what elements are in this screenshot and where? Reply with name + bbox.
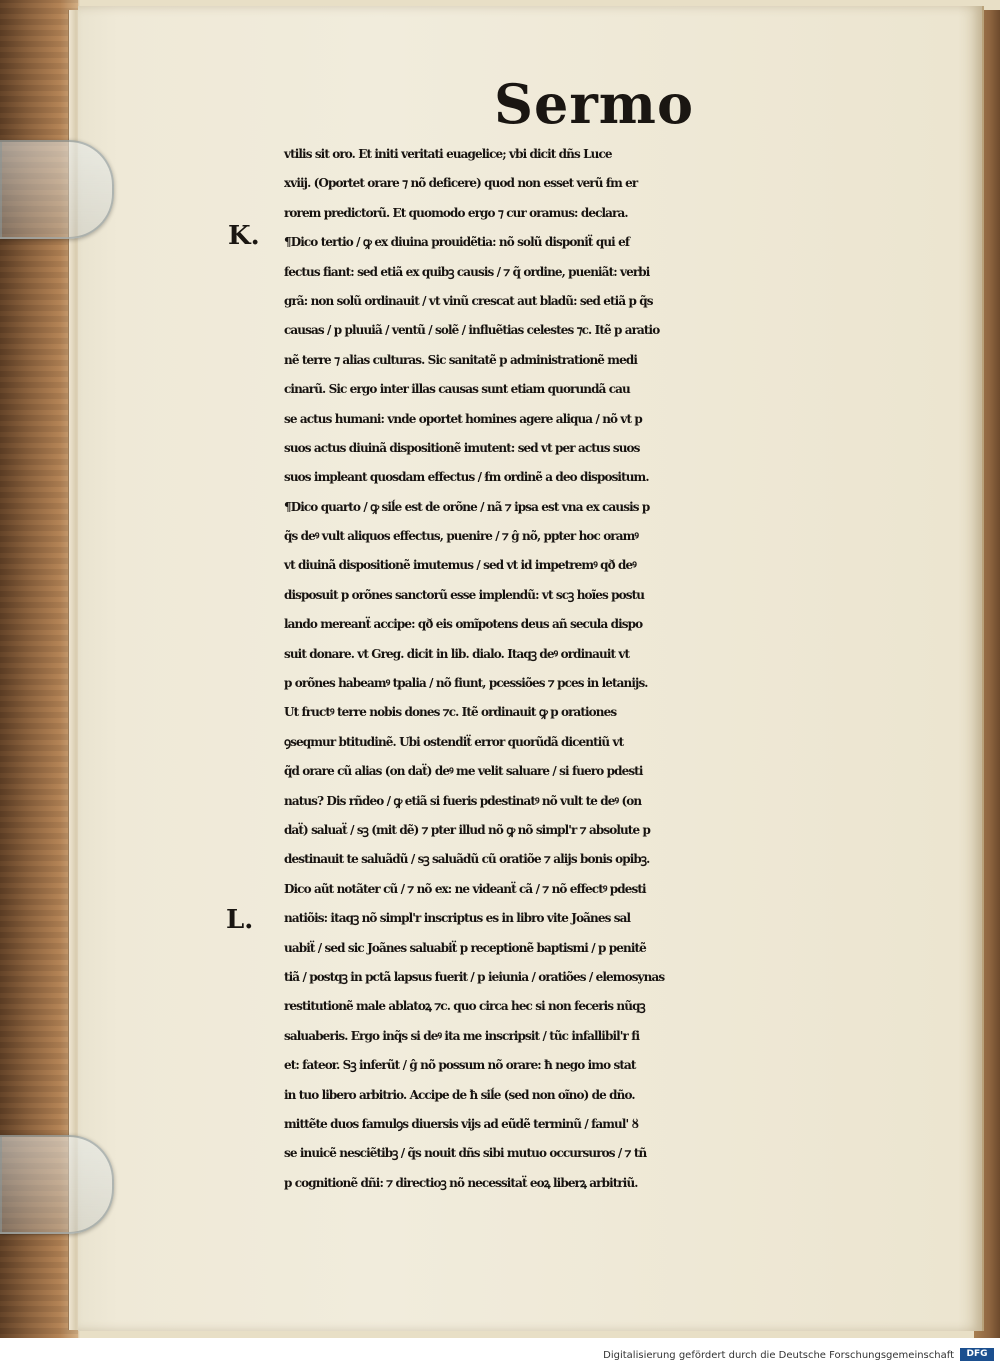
text-line: vt diuinã dispositionẽ imutemus / sed vt id impetremꝰ qð deꝰ [284, 558, 636, 573]
text-line: vtilis sit oro. Et initi veritati euagelice; vbi dicit dñs Luce [284, 147, 612, 161]
bleed-through [700, 78, 715, 129]
text-line: fectus fiant: sed etiã ex quibꝫ causis / ⁊ q̃ ordine, pueniãt: verbi [284, 264, 650, 279]
text-line: q̃d orare cũ alias (on daẗ) deꝰ me velit saluare / si fuero pdesti [284, 764, 643, 779]
text-line: Dico aũt notãter cũ / ⁊ nõ ex: ne videanẗ cã / ⁊ nõ effectꝰ pdesti [284, 881, 646, 896]
text-line: grã: non solũ ordinauit / vt vinũ crescat aut bladũ: sed etiã p q̃s [284, 293, 653, 308]
text-line: nẽ terre ⁊ alias culturas. Sic sanitatẽ p administrationẽ medi [284, 352, 637, 367]
text-line: daẗ) saluaẗ / sꝫ (mit dẽ) ⁊ pter illud nõ ꝙ nõ simpl'r ⁊ absolute p [284, 822, 650, 837]
footer-bar [0, 1338, 1000, 1367]
text-line: in tuo libero arbitrio. Accipe de ħ siĺe (sed non oĩno) de dño. [284, 1087, 635, 1102]
text-line: mittẽte duos famulꝯs diuersis vijs ad eũdẽ terminũ / famul' ȣ [284, 1116, 639, 1131]
text-line: natiõis: itaqꝫ nõ simpl'r inscriptus es in libro vite Joãnes sal [284, 911, 631, 926]
text-line: restitutionẽ male ablatoꝝ ⁊c. quo circa hec si non feceris nũqꝫ [284, 999, 645, 1014]
footer-credit: Digitalisierung gefördert durch die Deutsche Forschungsgemeinschaft [603, 1350, 954, 1361]
text-line: ¶Dico tertio / ꝙ ex diuina prouidẽtia: nõ solũ disponiẗ qui ef [284, 235, 630, 250]
text-line: q̃s deꝰ vult aliquos effectus, puenire / ⁊ ĝ nõ, ppter hoc oramꝰ [284, 529, 639, 544]
text-line: suit donare. vt Greg. dicit in lib. dialo. Itaqꝫ deꝰ ordinauit vt [284, 646, 630, 661]
page-clip-top [0, 140, 114, 239]
text-line: suos actus diuinã dispositionẽ imutent: sed vt per actus suos [284, 440, 640, 455]
text-line: xviij. (Oportet orare ⁊ nõ deficere) quod non esset verũ ẜm er [284, 176, 638, 191]
body-text [284, 140, 884, 1198]
text-line: causas / p pluuiã / ventũ / solẽ / influẽtias celestes ⁊c. Itẽ p aratio [284, 323, 660, 338]
text-line: ¶Dico quarto / ꝙ siĺe est de orõne / nã ⁊ ipsa est vna ex causis p [284, 499, 650, 514]
text-line: tiã / postqꝫ in pctã lapsus fuerit / p ieiunia / oratiões / elemosynas [284, 969, 665, 984]
page-clip-bottom [0, 1135, 114, 1234]
text-line: se inuicẽ nesciẽtibꝫ / q̃s nouit dñs sibi mutuo occursuros / ⁊ tñ [284, 1146, 647, 1161]
text-line: suos impleant quosdam effectus / ẜm ordinẽ a deo dispositum. [284, 470, 649, 485]
text-line: disposuit p orõnes sanctorũ esse implendũ: vt scꝫ hoĩes postu [284, 587, 645, 602]
text-line: p orõnes habeamꝰ tpalia / nõ fiunt, pcessiões ⁊ pces in letanijs. [284, 676, 648, 691]
text-line: ꝯseqmur btitudinẽ. Ubi ostendiẗ error quorũdã dicentiũ vt [284, 734, 624, 749]
text-line: rorem predictorũ. Et quomodo ergo ⁊ cur oramus: declara. [284, 205, 628, 220]
text-line: uabiẗ / sed sic Joãnes saluabiẗ p receptionẽ baptismi / p penitẽ [284, 940, 646, 955]
dfg-logo: DFG [960, 1348, 994, 1361]
text-line: p cognitionẽ dñi: ⁊ directioꝫ nõ necessitaẗ eoꝝ liberꝝ arbitriũ. [284, 1175, 638, 1190]
running-head: Sermo [494, 72, 694, 136]
text-line: natus? Dis rñdeo / ꝙ etiã si fueris pdestinatꝰ nõ vult te deꝰ (on [284, 793, 642, 808]
text-line: Ut fructꝰ terre nobis dones ⁊c. Itẽ ordinauit ꝙ p orationes [284, 705, 617, 720]
text-line: destinauit te saluãdũ / sꝫ saluãdũ cũ oratiõe ⁊ alijs bonis opibꝫ. [284, 852, 650, 867]
text-line: cinarũ. Sic ergo inter illas causas sunt etiam quorundã cau [284, 382, 630, 397]
margin-marker-l: L. [226, 905, 254, 935]
margin-marker-k: K. [228, 221, 260, 251]
text-line: saluaberis. Ergo inq̃s si deꝰ ita me inscripsit / tũc infallibil'r fi [284, 1028, 640, 1043]
text-line: et: fateor. Sꝫ inferũt / ĝ nõ possum nõ orare: ħ nego imo stat [284, 1058, 636, 1073]
text-line: lando mereanẗ accipe: qð eis omĩpotens deus añ secula dispo [284, 617, 643, 632]
text-line: se actus humani: vnde oportet homines agere aliqua / nõ vt p [284, 411, 642, 426]
